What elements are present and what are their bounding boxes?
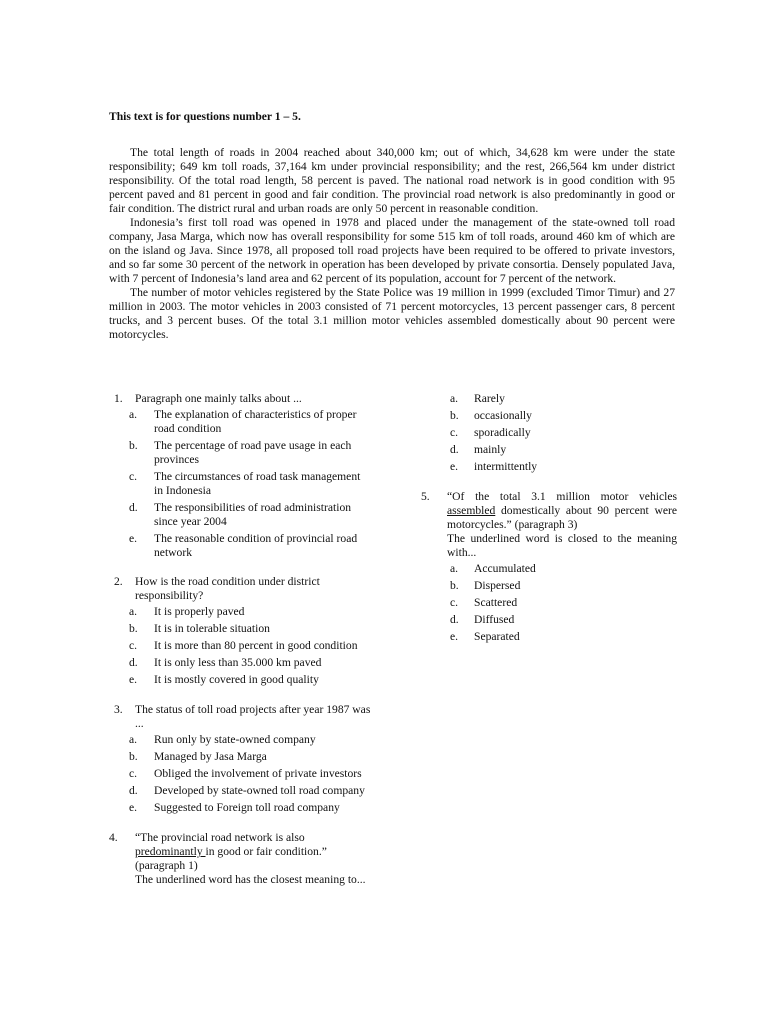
option-e[interactable] (109, 801, 371, 815)
option-a[interactable] (421, 562, 677, 576)
option-a[interactable] (421, 392, 677, 406)
option-letter: c. (129, 639, 138, 652)
question-2 (109, 575, 371, 687)
option-e[interactable] (109, 532, 371, 560)
option-letter: e. (129, 801, 138, 814)
option-text: The percentage of road pave usage in each provinces (154, 439, 352, 466)
option-d[interactable] (421, 443, 677, 457)
option-text: The responsibilities of road administration since year 2004 (154, 501, 352, 528)
option-text: Rarely (474, 392, 505, 405)
paragraph-3: The number of motor vehicles registered by the State Police was 19 million in 1999 (excluded Timor Timur) and 27 million in 2003. The motor vehicles in 2003 consisted of 71 percent motorcycles, 13 percent passenger cars, 8 percent trucks, and 3 percent buses. Of the total 3.1 million motor vehicles assembled domestically about 90 percent were motorcycles. (109, 286, 675, 341)
option-letter: d. (129, 784, 138, 797)
question-4-options (421, 392, 677, 474)
option-letter: c. (450, 596, 459, 609)
option-text: Developed by state-owned toll road company (154, 784, 365, 797)
option-text: Separated (474, 630, 520, 643)
option-e[interactable] (421, 630, 677, 644)
question-text-before: “Of the total 3.1 million motor vehicles (447, 490, 677, 503)
option-e[interactable] (421, 460, 677, 474)
option-d[interactable] (421, 613, 677, 627)
question-text-after: in good or fair condition.” (paragraph 1) (135, 845, 327, 872)
option-letter: d. (129, 656, 138, 669)
option-text: Managed by Jasa Marga (154, 750, 267, 763)
question-text: Paragraph one mainly talks about ... (135, 392, 302, 405)
question-prompt: The underlined word is closed to the meaning with... (447, 532, 677, 559)
option-d[interactable] (109, 656, 371, 670)
option-d[interactable] (109, 784, 371, 798)
option-a[interactable] (109, 605, 371, 619)
option-text: intermittently (474, 460, 538, 473)
paragraph-2: Indonesia’s first toll road was opened in 1978 and placed under the management of the state-owned toll road company, Jasa Marga, which now has overall responsibility for some 515 km of toll roads, around 460 km of which are on the island og Java. Since 1978, all proposed toll road projects have been required to be offered to private investors, and so far some 30 percent of the network in operation has been developed by private consortia. Densely populated Java, with 7 percent of Indonesia’s land area and 62 percent of its population, account for 7 percent of the network. (109, 216, 675, 285)
question-3 (109, 703, 371, 815)
option-letter: b. (129, 439, 138, 452)
option-text: The reasonable condition of provincial road network (154, 532, 358, 559)
option-text: The circumstances of road task management in Indonesia (154, 470, 361, 497)
option-b[interactable] (421, 579, 677, 593)
underlined-word: assembled (447, 504, 496, 517)
option-letter: e. (450, 630, 459, 643)
option-letter: b. (450, 579, 459, 592)
option-letter: a. (129, 605, 138, 618)
option-d[interactable] (109, 501, 371, 529)
option-text: It is in tolerable situation (154, 622, 270, 635)
option-letter: d. (129, 501, 138, 514)
question-number: 4. (109, 831, 118, 844)
question-prompt: The underlined word has the closest meaning to... (135, 873, 366, 886)
question-text: The status of toll road projects after year 1987 was ... (135, 703, 371, 730)
question-1 (109, 392, 371, 560)
option-letter: b. (129, 622, 138, 635)
option-text: sporadically (474, 426, 531, 439)
option-letter: a. (129, 733, 138, 746)
question-number: 5. (421, 490, 430, 503)
option-c[interactable] (421, 426, 677, 440)
reading-passage (109, 146, 675, 342)
question-number: 2. (114, 575, 123, 588)
option-text: Dispersed (474, 579, 521, 592)
answer-options (421, 562, 677, 644)
option-c[interactable] (109, 639, 371, 653)
option-text: It is only less than 35.000 km paved (154, 656, 322, 669)
option-letter: d. (450, 443, 459, 456)
option-c[interactable] (109, 470, 371, 498)
option-text: Obliged the involvement of private investors (154, 767, 362, 780)
option-a[interactable] (109, 733, 371, 747)
option-b[interactable] (109, 622, 371, 636)
option-c[interactable] (109, 767, 371, 781)
question-text-after: domestically about 90 percent were motorcycles.” (paragraph 3) (447, 504, 677, 531)
answer-options (109, 408, 371, 560)
option-text: It is mostly covered in good quality (154, 673, 319, 686)
option-text: It is more than 80 percent in good condition (154, 639, 358, 652)
option-letter: c. (450, 426, 459, 439)
option-letter: c. (129, 470, 138, 483)
option-letter: e. (129, 673, 138, 686)
option-text: Diffused (474, 613, 515, 626)
question-text-before: “The provincial road network is also (135, 831, 305, 844)
option-text: It is properly paved (154, 605, 245, 618)
question-text: How is the road condition under district responsibility? (135, 575, 320, 602)
option-letter: e. (129, 532, 138, 545)
option-b[interactable] (109, 750, 371, 764)
option-letter: e. (450, 460, 459, 473)
option-e[interactable] (109, 673, 371, 687)
question-text (135, 831, 371, 887)
option-letter: b. (129, 750, 138, 763)
option-b[interactable] (421, 409, 677, 423)
answer-options (109, 733, 371, 815)
option-c[interactable] (421, 596, 677, 610)
paragraph-1: The total length of roads in 2004 reached about 340,000 km; out of which, 34,628 km were under the state responsibility; 649 km toll roads, 37,164 km under provincial responsibility; and the rest, 266,564 km under district responsibility. Of the total road length, 58 percent is paved. The national road network is in good condition with 95 percent paved and 81 percent in good and fair condition. The provincial road network is also predominantly in good or fair condition. The district rural and urban roads are only 50 percent in reasonable condition. (109, 146, 675, 215)
question-5 (421, 490, 677, 644)
questions-left-column (109, 392, 371, 887)
option-text: mainly (474, 443, 507, 456)
questions-right-column (421, 392, 677, 647)
option-text: Accumulated (474, 562, 536, 575)
question-number: 1. (114, 392, 123, 405)
option-text: Scattered (474, 596, 518, 609)
option-letter: a. (129, 408, 138, 421)
option-text: Run only by state-owned company (154, 733, 316, 746)
question-4 (109, 831, 371, 887)
answer-options (109, 605, 371, 687)
question-text (447, 490, 677, 560)
question-number: 3. (114, 703, 123, 716)
option-letter: c. (129, 767, 138, 780)
underlined-word: predominantly (135, 845, 206, 858)
option-letter: b. (450, 409, 459, 422)
option-text: occasionally (474, 409, 532, 422)
option-letter: a. (450, 562, 459, 575)
option-letter: d. (450, 613, 459, 626)
option-text: The explanation of characteristics of proper road condition (154, 408, 357, 435)
option-letter: a. (450, 392, 459, 405)
option-text: Suggested to Foreign toll road company (154, 801, 340, 814)
option-a[interactable] (109, 408, 371, 436)
option-b[interactable] (109, 439, 371, 467)
passage-heading: This text is for questions number 1 – 5. (109, 110, 301, 123)
